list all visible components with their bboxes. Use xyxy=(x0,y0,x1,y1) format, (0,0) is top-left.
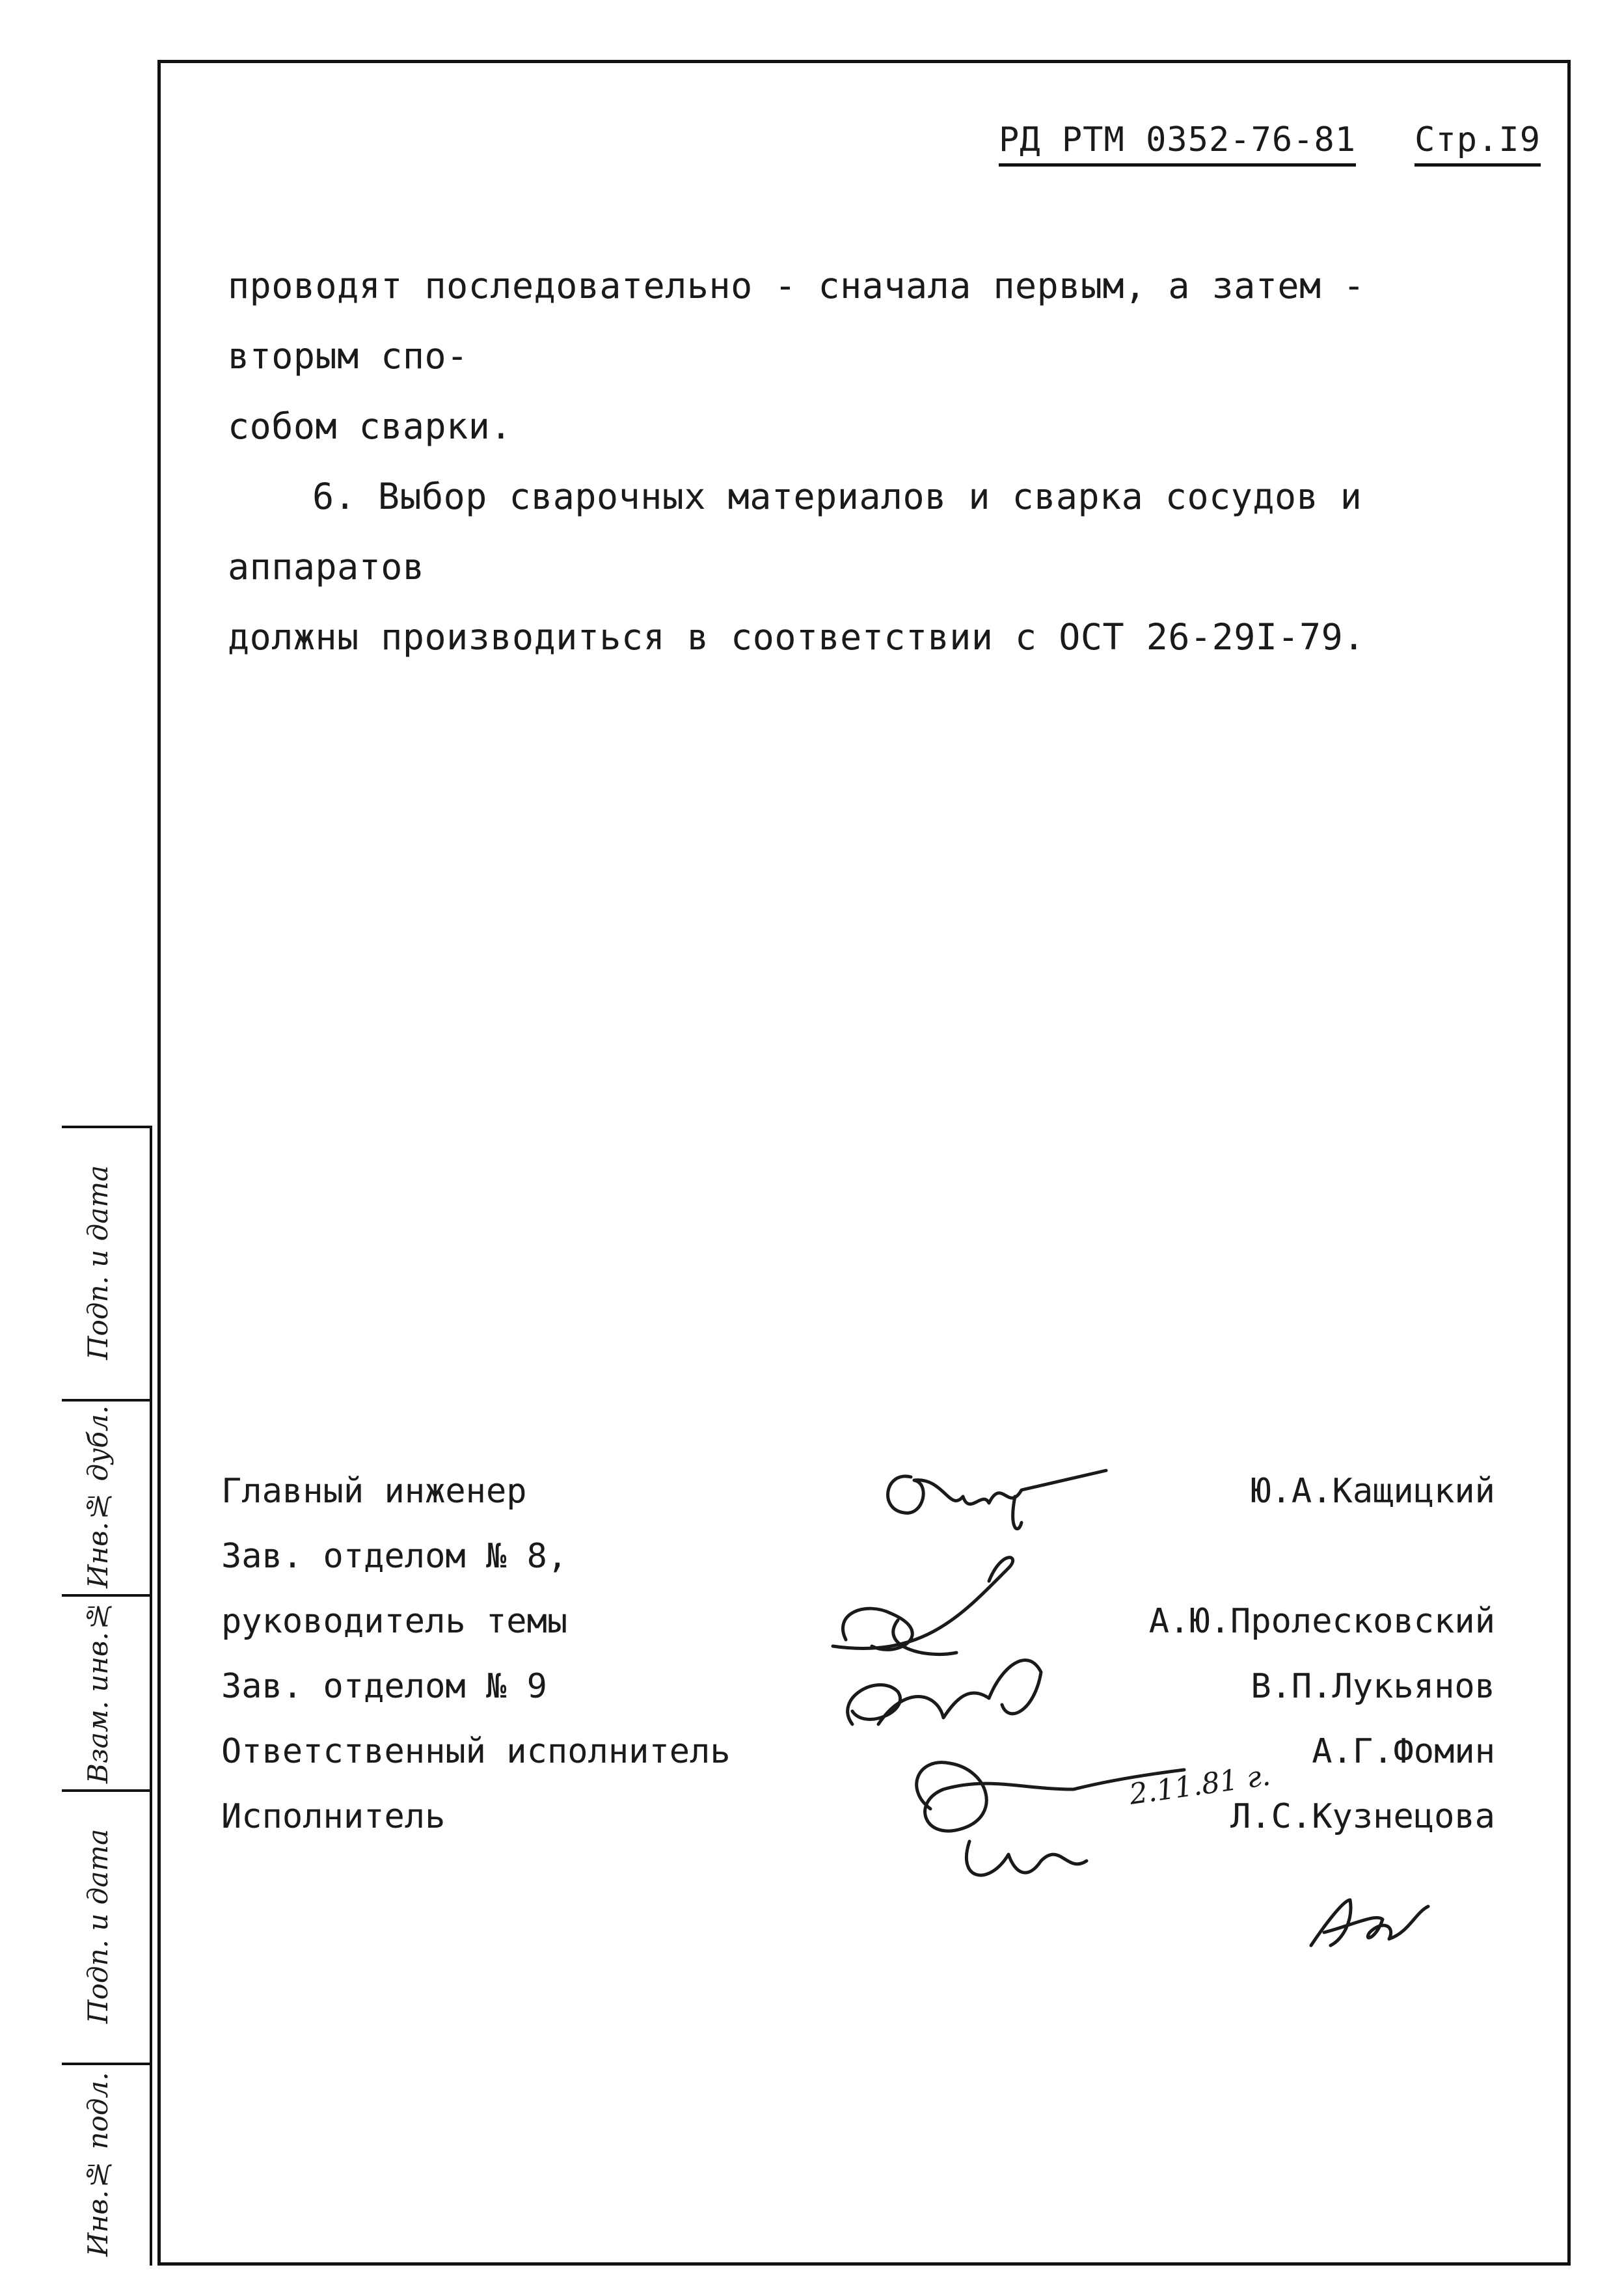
name-proleskovsky: А.Ю.Пролесковский xyxy=(1148,1602,1495,1641)
name-fomin: А.Г.Фомин xyxy=(1312,1732,1495,1771)
stamp-label-signature-date: Подп. и дата xyxy=(82,1165,114,1360)
body-text xyxy=(228,251,1516,672)
role-responsible-executor: Ответственный исполнитель xyxy=(221,1732,731,1771)
role-head-dept-9: Зав. отделом № 9 xyxy=(221,1667,547,1706)
stamp-label-duplicate-no: Инв.№ дубл. xyxy=(82,1405,114,1588)
name-kuznetsova: Л.С.Кузнецова xyxy=(1230,1797,1495,1836)
document-header xyxy=(999,120,1541,167)
handwritten-date: 2.11.81 г. xyxy=(1127,1759,1273,1811)
body-line: должны производиться в соответствии с ОСТ 26-29I-79. xyxy=(228,616,1365,658)
handwritten-signatures xyxy=(794,1451,1262,1945)
name-lukyanov: В.П.Лукьянов xyxy=(1251,1667,1495,1706)
page-number: Стр.I9 xyxy=(1414,120,1541,167)
stamp-label-replacement-no: Взам. инв.№ xyxy=(82,1600,114,1783)
role-executor: Исполнитель xyxy=(221,1797,446,1836)
role-head-dept-8: Зав. отделом № 8, xyxy=(221,1537,568,1576)
body-line: проводят последовательно - сначала первым, а затем - вторым спо- xyxy=(228,265,1365,377)
kuznetsova-signature xyxy=(1298,1887,1448,1958)
margin-stamp xyxy=(62,1126,157,2266)
stamp-label-signature-date-2: Подп. и дата xyxy=(82,1828,114,2024)
stamp-label-original-no: Инв.№ подл. xyxy=(82,2072,114,2256)
document-code: РД РТМ 0352-76-81 xyxy=(999,120,1356,167)
role-chief-engineer: Главный инженер xyxy=(221,1472,527,1511)
name-kashchitsky: Ю.А.Кащицкий xyxy=(1251,1472,1495,1511)
role-topic-lead: руководитель темы xyxy=(221,1602,568,1641)
body-line: собом сварки. xyxy=(228,405,512,447)
body-line: 6. Выбор сварочных материалов и сварка сосудов и аппаратов xyxy=(228,476,1362,588)
